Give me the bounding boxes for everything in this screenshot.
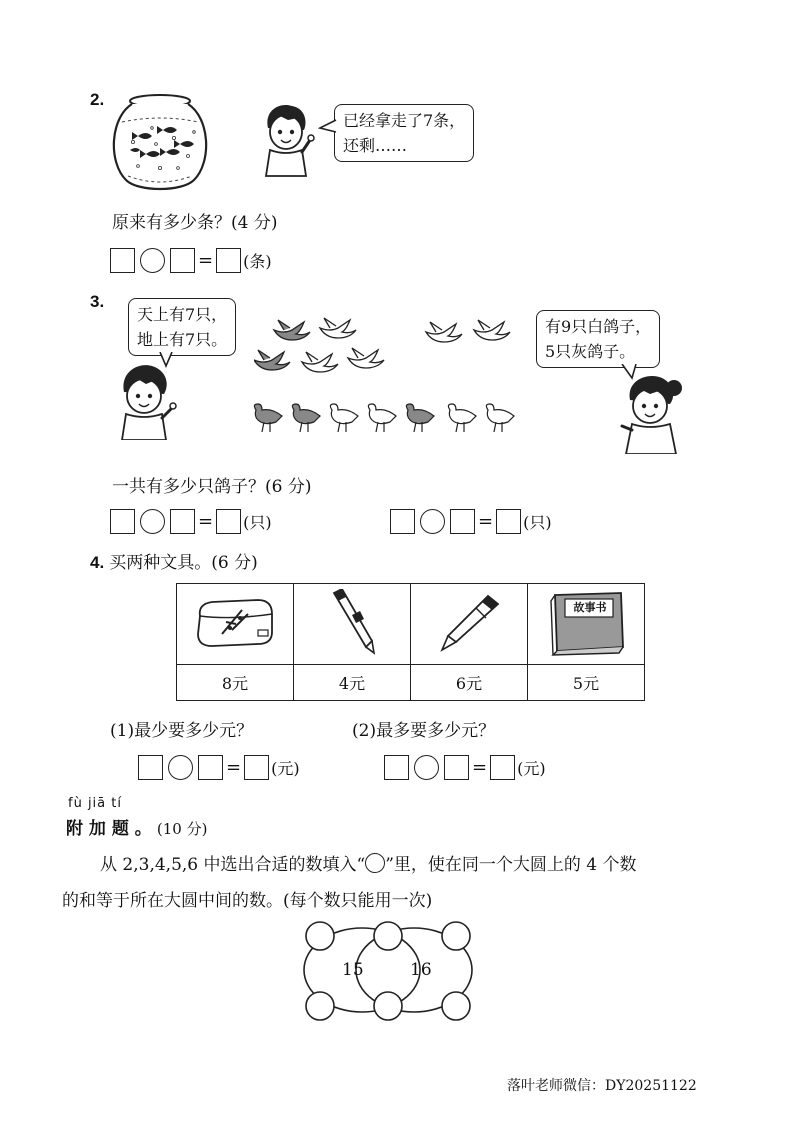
unit-label: (只) xyxy=(523,512,552,532)
ground-doves-illustration xyxy=(250,400,520,436)
left-circle-sum: 15 xyxy=(342,960,364,980)
answer-box[interactable] xyxy=(444,755,469,780)
operator-circle[interactable] xyxy=(140,248,165,273)
q3-answer-equation-2 xyxy=(390,506,552,536)
q3-left-bubble-line1: 天上有7只， xyxy=(137,305,228,324)
unit-label: (条) xyxy=(243,251,272,271)
pen-icon xyxy=(436,592,502,652)
answer-box[interactable] xyxy=(244,755,269,780)
answer-box[interactable] xyxy=(496,509,521,534)
equals-sign: = xyxy=(198,249,214,271)
price-cell: 8元 xyxy=(177,665,294,701)
fill-circle-bottom-middle[interactable] xyxy=(374,992,402,1020)
q2-speech-bubble xyxy=(334,104,474,162)
q3-left-bubble-line2: 地上有7只。 xyxy=(137,330,228,349)
story-book-cell xyxy=(528,584,645,665)
boy-illustration xyxy=(258,100,318,178)
answer-box[interactable] xyxy=(390,509,415,534)
q3-right-bubble-line1: 有9只白鸽子， xyxy=(545,317,652,336)
question-4-text: 买两种文具。(6 分) xyxy=(109,553,258,573)
question-4-number: 4. xyxy=(90,553,105,572)
bonus-line-1 xyxy=(100,850,637,875)
price-cell: 5元 xyxy=(528,665,645,701)
operator-circle[interactable] xyxy=(168,755,193,780)
sub-question-1: (1)最少要多少元？ xyxy=(110,721,254,741)
answer-box[interactable] xyxy=(216,248,241,273)
answer-box[interactable] xyxy=(216,509,241,534)
q3-right-speech-bubble xyxy=(536,310,660,368)
sub-question-2: (2)最多要多少元？ xyxy=(352,721,496,741)
bonus-line1-b: ”里，使在同一个大圆上的 4 个数 xyxy=(385,855,637,875)
flying-doves-illustration xyxy=(254,316,516,378)
price-cell: 6元 xyxy=(411,665,528,701)
q2-bubble-tail xyxy=(318,118,338,134)
q2-answer-equation xyxy=(110,245,272,275)
pencil-icon xyxy=(322,589,382,655)
answer-box[interactable] xyxy=(490,755,515,780)
unit-label: (元) xyxy=(271,758,300,778)
operator-circle[interactable] xyxy=(140,509,165,534)
q3-right-bubble-line2: 5只灰鸽子。 xyxy=(545,342,636,361)
bonus-pinyin: fù jiā tí xyxy=(68,796,122,811)
pencil-case-icon xyxy=(192,594,278,650)
bonus-line1-a: 从 2,3,4,5,6 中选出合适的数填入“ xyxy=(100,855,366,875)
fill-circle-top-left[interactable] xyxy=(306,922,334,950)
operator-circle[interactable] xyxy=(414,755,439,780)
boy-illustration xyxy=(116,362,178,440)
unit-label: (只) xyxy=(243,512,272,532)
question-2-text: 原来有多少条？(4 分) xyxy=(112,213,278,233)
answer-box[interactable] xyxy=(198,755,223,780)
operator-circle[interactable] xyxy=(420,509,445,534)
question-2-number: 2. xyxy=(90,90,105,109)
answer-box[interactable] xyxy=(384,755,409,780)
bonus-line-2: 的和等于所在大圆中间的数。(每个数只能用一次) xyxy=(62,891,433,911)
equals-sign: = xyxy=(472,756,488,778)
bonus-title: 附 加 题 。 xyxy=(66,819,152,839)
footer-contact: 落叶老师微信：DY20251122 xyxy=(507,1078,697,1094)
bonus-heading xyxy=(66,814,207,839)
fill-circle-top-right[interactable] xyxy=(442,922,470,950)
price-cell: 4元 xyxy=(294,665,411,701)
fill-circle-bottom-right[interactable] xyxy=(442,992,470,1020)
equals-sign: = xyxy=(226,756,242,778)
fill-circle-top-middle[interactable] xyxy=(374,922,402,950)
q2-bubble-line1: 已经拿走了7条， xyxy=(343,111,466,130)
q2-bubble-line2: 还剩…… xyxy=(343,136,408,155)
stationery-price-table xyxy=(176,583,645,701)
question-3-number: 3. xyxy=(90,292,105,311)
small-circle-icon xyxy=(365,853,385,873)
mechanical-pencil-cell xyxy=(294,584,411,665)
bonus-score: (10 分) xyxy=(156,820,208,838)
equals-sign: = xyxy=(478,510,494,532)
q3-left-speech-bubble xyxy=(128,298,236,356)
answer-box[interactable] xyxy=(138,755,163,780)
answer-box[interactable] xyxy=(110,509,135,534)
answer-box[interactable] xyxy=(450,509,475,534)
book-icon xyxy=(541,589,631,659)
unit-label: (元) xyxy=(517,758,546,778)
pencil-case-cell xyxy=(177,584,294,665)
pen-cell xyxy=(411,584,528,665)
circles-puzzle-diagram xyxy=(300,918,476,1028)
question-3-text: 一共有多少只鸽子？(6 分) xyxy=(112,477,312,497)
answer-box[interactable] xyxy=(110,248,135,273)
equals-sign: = xyxy=(198,510,214,532)
answer-box[interactable] xyxy=(170,509,195,534)
fill-circle-bottom-left[interactable] xyxy=(306,992,334,1020)
question-4-heading xyxy=(90,548,258,573)
right-circle-sum: 16 xyxy=(410,960,432,980)
girl-illustration xyxy=(618,370,688,454)
fishbowl-illustration xyxy=(108,92,212,196)
book-title-label: 故事书 xyxy=(573,601,607,614)
q3-answer-equation-1 xyxy=(110,506,272,536)
q4-answer-equation-1 xyxy=(138,752,300,782)
q4-answer-equation-2 xyxy=(384,752,546,782)
answer-box[interactable] xyxy=(170,248,195,273)
